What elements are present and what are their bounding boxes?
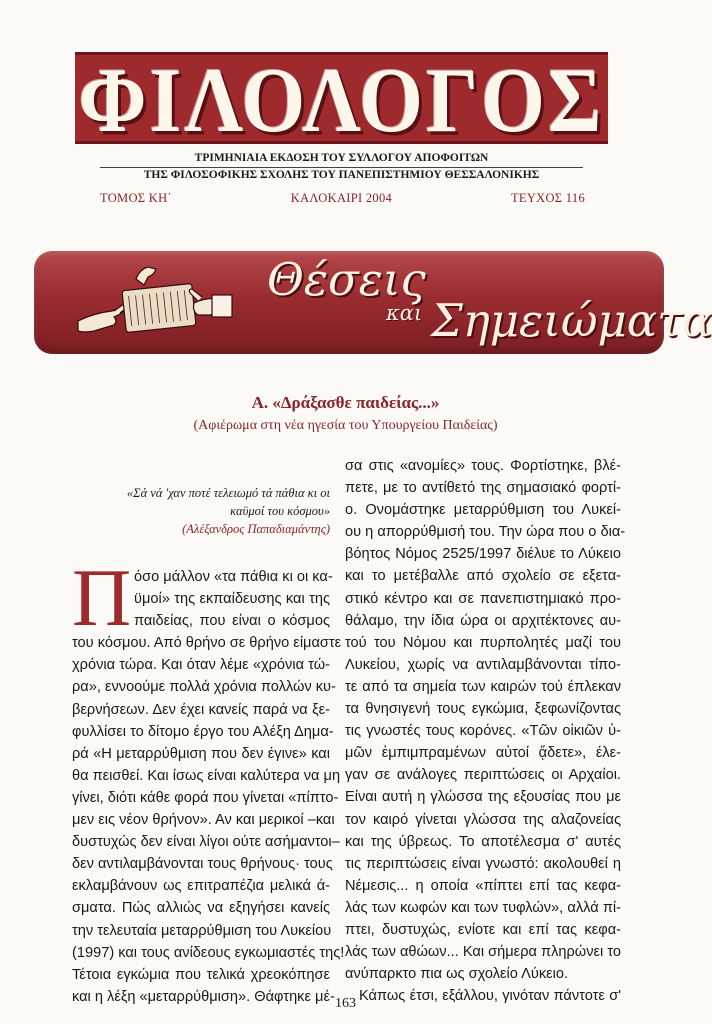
text-line: την τελευταία μεταρρύθμιση του Λυκείου <box>72 922 332 939</box>
publisher-line-1: ΤΡΙΜΗΝΙΑΙΑ ΕΚΔΟΣΗ ΤΟΥ ΣΥΛΛΟΓΟΥ ΑΠΟΦΟΙΤΩΝ <box>100 151 583 168</box>
text-line: τα θνησιγενή τους εγκώμια, ξεφωνίζοντας <box>345 701 621 718</box>
text-line: Νέμεσις... η οποία «πίπτει επί τας κεφα- <box>345 877 621 894</box>
banner-word-simeiomata: Σημειώματα <box>431 294 712 347</box>
text-line: Λυκείου, χωρίς να αντιλαμβάνονται τίπο- <box>345 656 621 673</box>
text-line: ανύπαρκτο πια ως σχολείο Λύκειο. <box>345 966 569 983</box>
text-line: δυστυχώς δεν είναι λίγοι ούτε ασήμαντοι– <box>72 834 340 851</box>
text-line: εκλαμβάνουν ως επιτραπέζια μελικά ά- <box>72 878 330 895</box>
text-line: βόητος Νόμος 2525/1997 διέλυε το Λύκειο <box>345 546 621 563</box>
epigraph <box>50 484 330 538</box>
masthead-banner <box>75 49 608 152</box>
text-line: θα πεισθεί. Και ίσως είναι καλύτερα να μη <box>72 767 341 784</box>
text-line: φυλλίσει το δίτομο έργο του Αλέξη Δημα- <box>72 723 334 740</box>
issue-info <box>100 191 585 206</box>
text-line: λάς των κωφών και των τυφλών», αλλά πί- <box>345 899 621 916</box>
text-line: παιδείας, που είναι ο κόσμος <box>134 613 330 630</box>
text-line: λάς των αθώων... Και σήμερα πληρώνει το <box>345 944 621 961</box>
epigraph-line-2: καϋμοί του κόσμου» <box>230 504 330 518</box>
issue-number-label: ΤΕΥΧΟΣ 116 <box>510 191 585 205</box>
text-line: Κάπως έτσι, εξάλλου, γινόταν πάντοτε σ' <box>359 988 621 1005</box>
section-banner <box>34 251 712 354</box>
text-line: και της ύβρεως. Το αποτέλεσμα σ' αυτές <box>345 833 621 850</box>
drop-cap: Π <box>72 552 132 643</box>
epigraph-line-1: «Σά νά 'χαν ποτέ τελειωμό τά πάθια κι οι <box>126 486 330 500</box>
text-line: πετε, με το αντίθετό της σημασιακό φορτί- <box>345 480 621 497</box>
text-line: μῶν ἐμπιμπραμένων αὐτοί ᾄδετε», έλε- <box>345 745 621 762</box>
text-line: θάλαμο, την ίδια ώρα οι αρχιτέκτονες αυ- <box>345 612 621 629</box>
text-line: σματα. Πώς αλλιώς να εξηγήσει κανείς <box>72 900 330 917</box>
publisher-line-2: ΤΗΣ ΦΙΛΟΣΟΦΙΚΗΣ ΣΧΟΛΗΣ ΤΟΥ ΠΑΝΕΠΙΣΤΗΜΙΟΥ ΘΕΣΣΑΛΟΝΙΚΗΣ <box>143 169 540 181</box>
text-line: μεν εις νέον θρήνον». Αν και μερικοί –και <box>72 812 335 829</box>
text-line: τού του Νόμου και πυρπολητές μαζί του <box>345 634 621 651</box>
text-line: γαν σε ανάλογες περιπτώσεις οι Αρχαίοι. <box>345 767 621 784</box>
text-line: ϋμοί» της εκπαίδευσης και της <box>134 591 330 608</box>
left-column <box>72 566 345 1008</box>
text-line: τον καιρό γίνεται γλώσσα της αλαζονείας <box>345 811 621 828</box>
text-line: όσο μάλλον «τα πάθια κι οι κα- <box>134 569 333 585</box>
text-line: Τέτοια εγκώμια που τελικά χρεοκόπησε <box>72 966 330 983</box>
article-subtitle: (Αφιέρωμα στη νέα ηγεσία του Υπουργείου Παιδείας) <box>193 418 498 433</box>
text-line: ο. Ονομάστηκε μεταρρύθμιση του Λυκεί- <box>345 502 621 519</box>
page-number: 163 <box>335 996 356 1011</box>
text-line: χρόνια τώρα. Και όταν λέμε «χρόνια τώ- <box>72 657 330 674</box>
text-line: σα στις «ανομίες» τους. Φορτίστηκε, βλέ- <box>345 458 621 474</box>
article-title: Α. «Δράξασθε παιδείας...» <box>251 393 440 412</box>
text-line: του κόσμου. Από θρήνο σε θρήνο είμαστε <box>72 635 342 652</box>
text-line: τις περιπτώσεις είναι γνωστό: ακολουθεί η <box>345 855 621 872</box>
text-line: και το μετέβαλλε από σχολείο σε εξετα- <box>345 568 621 585</box>
banner-word-theseis: Θέσεις <box>267 253 426 306</box>
epigraph-author: (Αλέξανδρος Παπαδιαμάντης) <box>182 522 330 536</box>
text-line: τε από τα σημεία των καιρών τού έπλεκαν <box>345 678 621 695</box>
text-line: γίνει, διότι κάθε φορά που γίνεται «πίπτο- <box>72 789 339 806</box>
text-line: ου η απορρύθμισή του. Την ώρα που ο δια- <box>345 524 626 541</box>
text-line: πτει, δυστυχώς, ενίοτε και επί τας κεφα- <box>345 921 621 938</box>
journal-title: ΦΙΛΟΛΟΓΟΣ <box>78 49 605 152</box>
text-line: τις γνωστές τους κορόνες. «Τῶν οἰκιῶν ὑ- <box>345 723 621 740</box>
hands-scroll-illustration <box>74 261 234 347</box>
text-line: και η λέξη «μεταρρύθμιση». Θάφτηκε μέ- <box>72 988 335 1005</box>
volume-label: ΤΟΜΟΣ ΚΗ΄ <box>100 191 172 205</box>
text-line: Είναι αυτή η γλώσσα της εξουσίας που με <box>345 789 621 806</box>
text-line: ρά «Η μεταρρύθμιση που δεν έγινε» και <box>72 745 330 762</box>
banner-word-kai: και <box>386 301 423 325</box>
text-line: ρα», εννοούμε πολλά χρόνια πολλών κυ- <box>72 679 336 696</box>
text-line: στικό κέντρο και σε πανεπιστημιακό προ- <box>345 590 621 607</box>
text-line: δεν αντιλαμβάνονται τους θρήνους· τους <box>72 856 333 873</box>
season-label: ΚΑΛΟΚΑΙΡΙ 2004 <box>290 191 393 205</box>
text-line: βερνήσεων. Δεν έχει κανείς παρά να ξε- <box>72 701 330 718</box>
text-line: (1997) και τους ανίδεους εγκωμιαστές της! <box>72 944 345 961</box>
right-column <box>345 455 626 1007</box>
